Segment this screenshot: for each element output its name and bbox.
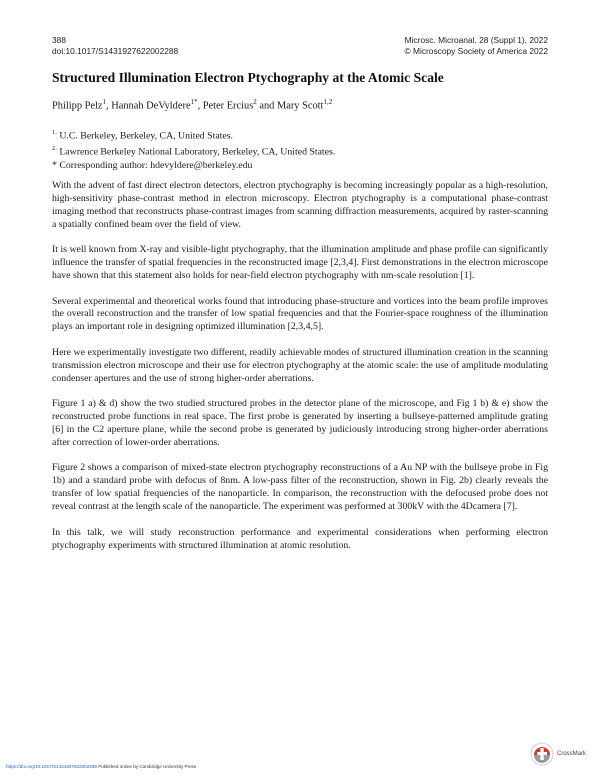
paragraph: Here we experimentally investigate two different, readily achievable modes of structured illumination creation in the scanning transmission electron microscope and their use for electron ptychography at the atomic scale: the use of amplitude modulating condenser apertures and the use of strong higher-order aberrations. — [52, 346, 548, 384]
page-number: 388 — [52, 35, 66, 45]
header-left — [52, 35, 178, 56]
journal-citation: Microsc. Microanal. 28 (Suppl 1), 2022 — [404, 35, 548, 45]
affiliation — [52, 142, 335, 158]
author-sup: 1,2 — [323, 98, 333, 106]
author-sup: 1* — [190, 98, 198, 106]
author-name: Peter Ercius — [202, 100, 254, 112]
paragraph: In this talk, we will study reconstruction performance and experimental considerations when performing electron ptychography experiments with structured illumination at atomic resolution. — [52, 526, 548, 551]
author-sup: 1 — [102, 98, 107, 106]
paragraph: With the advent of fast direct electron detectors, electron ptychography is becoming increasingly popular as a high-resolution, high-sensitivity phase-contrast method in electron microscopy. Electron ptychography is a computational phase-contrast imaging method that reconstructs phase-contrast images from scanning diffraction measurements, acquired by raster-scanning a spatially confined beam over the field of view. — [52, 180, 548, 230]
doi: doi:10.1017/S1431927622002288 — [52, 45, 179, 56]
affiliation-text: Lawrence Berkeley National Laboratory, Berkeley, CA, United States. — [59, 146, 336, 158]
author-name: Philipp Pelz — [52, 100, 103, 112]
published-note: Published online by Cambridge University Press — [98, 764, 197, 769]
paragraph: Several experimental and theoretical works found that introducing phase-structure and vortices into the beam profile improves the overall reconstruction and the transfer of low spatial frequencies and that the Fourier-space roughness of the illumination plays an important role in designing optimized illumination [2,3,4,5]. — [52, 295, 548, 333]
author-name: Mary Scott — [276, 100, 324, 112]
authors: Philipp Pelz$^1$, Hannah DeVyldere$^{1*}$, Peter Ercius$^2$ and Mary Scott$^{1,2}$ — [52, 98, 333, 112]
copyright: © Microscopy Society of America 2022 — [404, 45, 548, 56]
affiliations — [52, 126, 335, 172]
header-right — [405, 35, 549, 56]
doi-link[interactable]: https://doi.org/10.1017/S1431927622002288 — [6, 764, 97, 769]
paragraph: It is well known from X-ray and visible-light ptychography, that the illumination amplitude and phase profile can significantly influence the transfer of spatial frequencies in the reconstructed image [2,3,4]. First demonstrations in the electron microscope have shown that this statement also holds for near-field electron ptychography with nm-scale resolution [1]. — [52, 244, 548, 282]
affiliation-sup: 2. — [52, 145, 57, 153]
crossmark-badge[interactable] — [530, 742, 586, 766]
paper-title: Structured Illumination Electron Ptychography at the Atomic Scale — [52, 70, 444, 85]
paragraph: Figure 1 a) & d) show the two studied structured probes in the detector plane of the microscope, and Fig 1 b) & e) show the reconstructed probe functions in real space. The first probe is generated by inserting a bullseye-patterned amplitude grating [6] in the C2 aperture plane, while the second probe is generated by judiciously introducing strong higher-order aberrations after correction of lower-order aberrations. — [52, 398, 548, 448]
affiliation — [52, 126, 335, 142]
crossmark-icon — [530, 742, 554, 766]
author-name: Hannah DeVyldere — [111, 100, 191, 112]
author-sup: 2 — [253, 98, 257, 106]
affiliation-text: U.C. Berkeley, Berkeley, CA, United States. — [59, 130, 234, 142]
abstract-body — [52, 180, 548, 565]
paragraph: Figure 2 shows a comparison of mixed-state electron ptychography reconstructions of a Au NP with the bullseye probe in Fig 1b) and a standard probe with defocus of 8nm. A low-pass filter of the reconstruction, shown in Fig. 2b) clearly reveals the transfer of low spatial frequencies of the nanoparticle. In comparison, the reconstruction with the defocused probe does not reveal contrast at the length scale of the nanoparticle. The experiment was performed at 300kV with the 4Dcamera [7]. — [52, 462, 548, 513]
affiliation-sup: 1. — [52, 129, 57, 136]
corresponding-author: * Corresponding author: hdevyldere@berkeley.edu — [52, 159, 253, 171]
footer-doi — [6, 764, 196, 769]
crossmark-label: CrossMark — [556, 751, 586, 757]
